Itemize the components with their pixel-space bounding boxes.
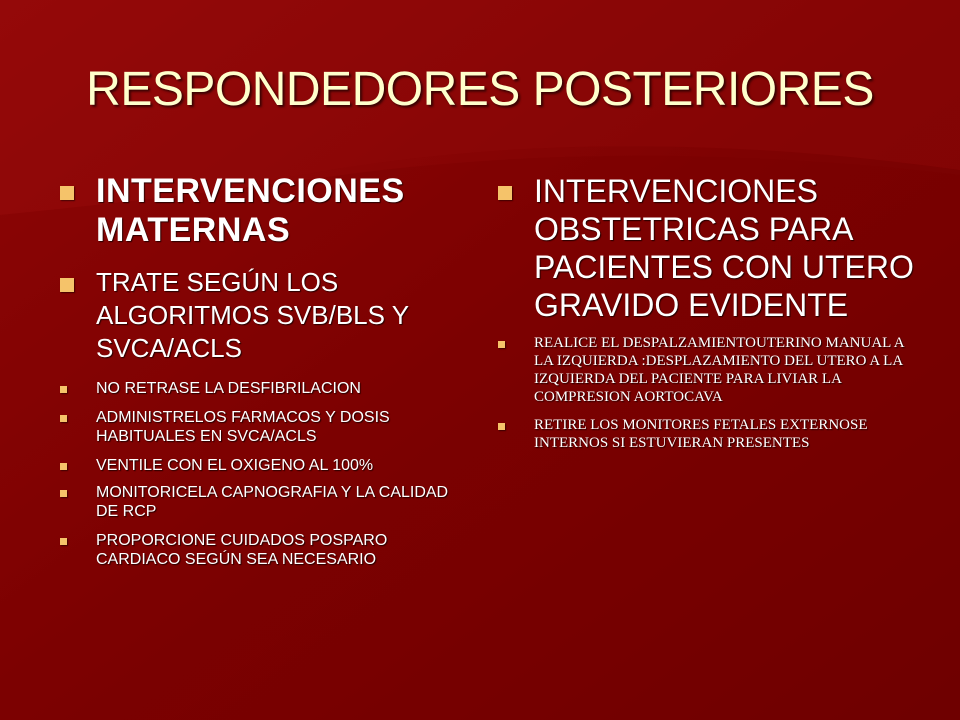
list-item-text: RETIRE LOS MONITORES FETALES EXTERNOSE INTERNOS SI ESTUVIERAN PRESENTES xyxy=(534,417,868,451)
slide-title: RESPONDEDORES POSTERIORES xyxy=(86,63,874,116)
list-item xyxy=(60,408,455,446)
right-column xyxy=(498,172,918,452)
list-item-text: NO RETRASE LA DESFIBRILACION xyxy=(96,380,361,397)
list-item xyxy=(60,456,455,475)
square-bullet-icon xyxy=(498,186,512,200)
square-bullet-icon xyxy=(60,463,67,470)
right-heading: INTERVENCIONES OBSTETRICAS PARA PACIENTES CON UTERO GRAVIDO EVIDENTE xyxy=(534,173,914,323)
list-item-text: ADMINISTRELOS FARMACOS Y DOSIS HABITUALES EN SVCA/ACLS xyxy=(96,409,390,445)
left-heading: INTERVENCIONES MATERNAS xyxy=(96,172,405,249)
list-item xyxy=(60,379,455,398)
square-bullet-icon xyxy=(60,415,67,422)
list-item-text: REALICE EL DESPALZAMIENTOUTERINO MANUAL A LA IZQUIERDA :DESPLAZAMIENTO DEL UTERO A LA IZQUIERDA DEL PACIENTE PARA LIVIAR LA COMPRESION AORTOCAVA xyxy=(534,335,904,405)
left-main-point-text: TRATE SEGÚN LOS ALGORITMOS SVB/BLS Y SVCA/ACLS xyxy=(96,267,409,363)
list-item-text: VENTILE CON EL OXIGENO AL 100% xyxy=(96,457,374,474)
list-item xyxy=(498,416,918,452)
square-bullet-icon xyxy=(60,386,67,393)
square-bullet-icon xyxy=(60,278,74,292)
list-item xyxy=(498,334,918,406)
square-bullet-icon xyxy=(498,423,505,430)
list-item-text: MONITORICELA CAPNOGRAFIA Y LA CALIDAD DE RCP xyxy=(96,484,449,520)
square-bullet-icon xyxy=(60,538,67,545)
list-item xyxy=(60,483,455,521)
square-bullet-icon xyxy=(60,186,74,200)
left-column xyxy=(60,172,455,569)
right-heading-item xyxy=(498,172,918,324)
left-main-point xyxy=(60,266,455,365)
square-bullet-icon xyxy=(498,341,505,348)
list-item-text: PROPORCIONE CUIDADOS POSPARO CARDIACO SEGÚN SEA NECESARIO xyxy=(96,532,388,568)
list-item xyxy=(60,531,455,569)
left-heading-item xyxy=(60,172,455,250)
square-bullet-icon xyxy=(60,490,67,497)
